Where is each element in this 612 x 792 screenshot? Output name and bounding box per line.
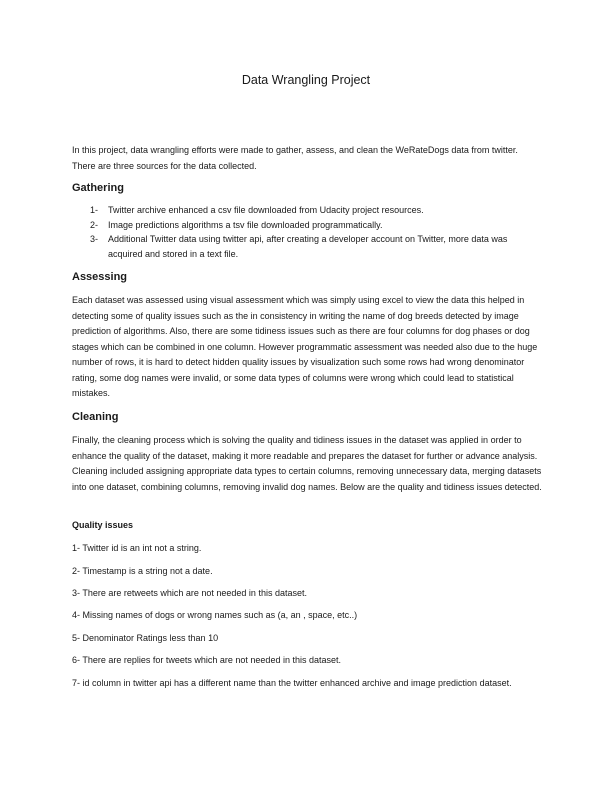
intro-paragraph: In this project, data wrangling efforts were made to gather, assess, and clean the WeRateDogs data from twitter. There are three sources for the data collected.	[72, 145, 518, 171]
assessing-paragraph: Each dataset was assessed using visual assessment which was simply using excel to view the data this helped in detecting some of quality issues such as the in consistency in writing the name of dog breeds detected by image prediction of algorithms. Also, there are some tidiness issues such as there are four columns for dog phases or dog stages which can be combined in one column. However programmatic assessment was needed also due to the huge number of rows, it is hard to detect hidden quality issues by visualization such some rows had wrong denominator rating, some dog names were invalid, or some data types of columns were wrong which could lead to statistical mistakes.	[72, 295, 538, 398]
quality-issue-item: 4- Missing names of dogs or wrong names such as (a, an , space, etc..)	[72, 610, 358, 620]
gathering-heading: Gathering	[72, 182, 124, 194]
list-item-number: 1-	[90, 205, 99, 215]
list-item-text: Additional Twitter data using twitter api, after creating a developer account on Twitter, more data was acquired and stored in a text file.	[108, 234, 508, 259]
quality-issue-item: 6- There are replies for tweets which are not needed in this dataset.	[72, 655, 341, 665]
gathering-list	[72, 203, 542, 261]
quality-issue-item: 7- id column in twitter api has a different name than the twitter enhanced archive and image prediction dataset.	[72, 678, 512, 688]
cleaning-paragraph: Finally, the cleaning process which is solving the quality and tidiness issues in the dataset was applied in order to enhance the quality of the dataset, making it more readable and prepares the dataset for further or advance analysis. Cleaning included assigning appropriate data types to certain columns, removing unnecessary data, merging datasets into one dataset, combining columns, removing invalid dog names. Below are the quality and tidiness issues detected.	[72, 435, 542, 492]
assessing-heading: Assessing	[72, 271, 128, 283]
list-item	[72, 218, 542, 233]
quality-issue-item: 3- There are retweets which are not needed in this dataset.	[72, 588, 307, 598]
quality-issues-heading: Quality issues	[72, 520, 134, 530]
list-item-text: Image predictions algorithms a tsv file downloaded programmatically.	[108, 219, 383, 230]
list-item	[72, 203, 542, 218]
list-item-number: 2-	[90, 219, 99, 230]
list-item-text: Twitter archive enhanced a csv file downloaded from Udacity project resources.	[108, 205, 424, 215]
page-title: Data Wrangling Project	[241, 73, 371, 87]
cleaning-heading: Cleaning	[72, 411, 119, 423]
quality-issue-item: 2- Timestamp is a string not a date.	[72, 566, 213, 576]
quality-issue-item: 5- Denominator Ratings less than 10	[72, 633, 219, 643]
quality-issue-item: 1- Twitter id is an int not a string.	[72, 543, 202, 553]
list-item	[72, 232, 542, 261]
list-item-number: 3-	[90, 234, 99, 244]
